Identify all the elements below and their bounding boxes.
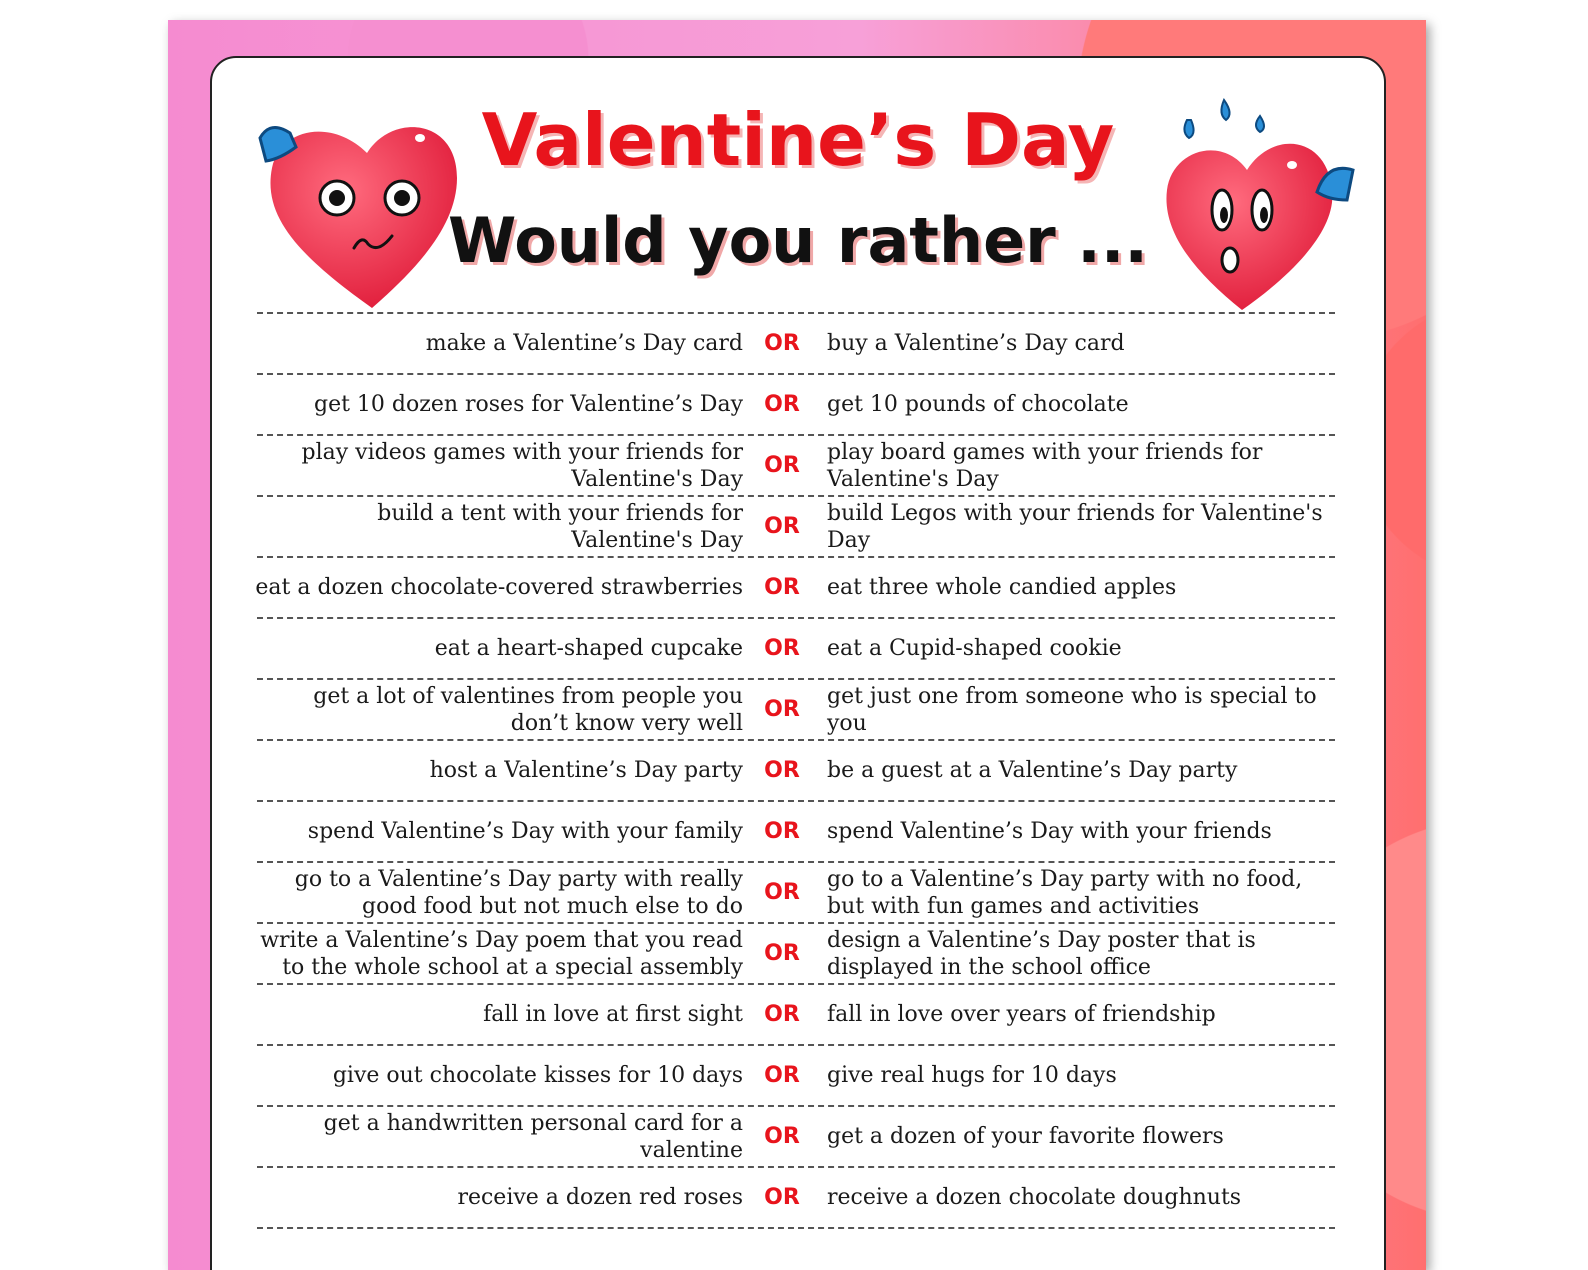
question-row — [257, 497, 1335, 558]
or-separator: OR — [764, 453, 800, 478]
option-left: receive a dozen red roses — [457, 1185, 743, 1210]
option-left: go to a Valentine’s Day party with really good food but not much else to do — [294, 866, 743, 919]
option-right: fall in love over years of friendship — [827, 1002, 1216, 1027]
question-row — [257, 985, 1335, 1046]
or-separator: OR — [764, 1124, 800, 1149]
or-separator: OR — [764, 819, 800, 844]
option-right: play board games with your friends for Valentine's Day — [827, 439, 1263, 492]
option-left: get a handwritten personal card for a valentine — [323, 1110, 743, 1163]
option-left: make a Valentine’s Day card — [425, 331, 743, 356]
worksheet-card — [210, 56, 1386, 1270]
question-row — [257, 1107, 1335, 1168]
question-row — [257, 741, 1335, 802]
or-separator: OR — [764, 514, 800, 539]
option-right: get a dozen of your favorite flowers — [827, 1124, 1224, 1149]
question-row — [257, 680, 1335, 741]
or-separator: OR — [764, 392, 800, 417]
worksheet-page — [168, 20, 1426, 1270]
option-left: get a lot of valentines from people you don’t know very well — [313, 683, 743, 736]
option-right: be a guest at a Valentine’s Day party — [827, 758, 1238, 783]
or-separator: OR — [764, 758, 800, 783]
question-row — [257, 619, 1335, 680]
option-right: spend Valentine’s Day with your friends — [827, 819, 1272, 844]
option-left: build a tent with your friends for Valentine's Day — [377, 500, 743, 553]
or-separator: OR — [764, 575, 800, 600]
option-right: get just one from someone who is special to you — [827, 683, 1317, 736]
question-row — [257, 863, 1335, 924]
option-right: design a Valentine’s Day poster that is displayed in the school office — [827, 927, 1256, 980]
question-row — [257, 375, 1335, 436]
question-row — [257, 924, 1335, 985]
or-separator: OR — [764, 636, 800, 661]
option-right: give real hugs for 10 days — [827, 1063, 1117, 1088]
option-left: eat a heart-shaped cupcake — [434, 636, 743, 661]
question-row — [257, 1046, 1335, 1107]
option-right: eat a Cupid-shaped cookie — [827, 636, 1122, 661]
surprised-heart-icon — [1152, 80, 1382, 310]
question-row — [257, 802, 1335, 863]
option-left: get 10 dozen roses for Valentine’s Day — [313, 392, 743, 417]
option-right: build Legos with your friends for Valentine's Day — [827, 500, 1323, 553]
question-row — [257, 1168, 1335, 1229]
page-title: Valentine’s Day — [481, 98, 1115, 182]
or-separator: OR — [764, 1185, 800, 1210]
question-row — [257, 436, 1335, 497]
question-row — [257, 558, 1335, 619]
or-separator: OR — [764, 941, 800, 966]
or-separator: OR — [764, 1002, 800, 1027]
or-separator: OR — [764, 331, 800, 356]
option-left: fall in love at first sight — [483, 1002, 743, 1027]
or-separator: OR — [764, 697, 800, 722]
option-right: go to a Valentine’s Day party with no food, but with fun games and activities — [827, 866, 1303, 919]
question-row — [257, 314, 1335, 375]
or-separator: OR — [764, 1063, 800, 1088]
question-list — [257, 312, 1335, 1229]
option-left: write a Valentine’s Day poem that you read to the whole school at a special assembly — [260, 927, 743, 980]
page-subtitle: Would you rather ... — [448, 204, 1148, 277]
option-left: spend Valentine’s Day with your family — [307, 819, 743, 844]
option-right: eat three whole candied apples — [827, 575, 1177, 600]
option-right: get 10 pounds of chocolate — [827, 392, 1129, 417]
or-separator: OR — [764, 880, 800, 905]
option-right: buy a Valentine’s Day card — [827, 331, 1125, 356]
option-left: play videos games with your friends for Valentine's Day — [301, 439, 743, 492]
option-right: receive a dozen chocolate doughnuts — [827, 1185, 1242, 1210]
option-left: give out chocolate kisses for 10 days — [332, 1063, 743, 1088]
option-left: eat a dozen chocolate-covered strawberries — [255, 575, 743, 600]
option-left: host a Valentine’s Day party — [429, 758, 743, 783]
